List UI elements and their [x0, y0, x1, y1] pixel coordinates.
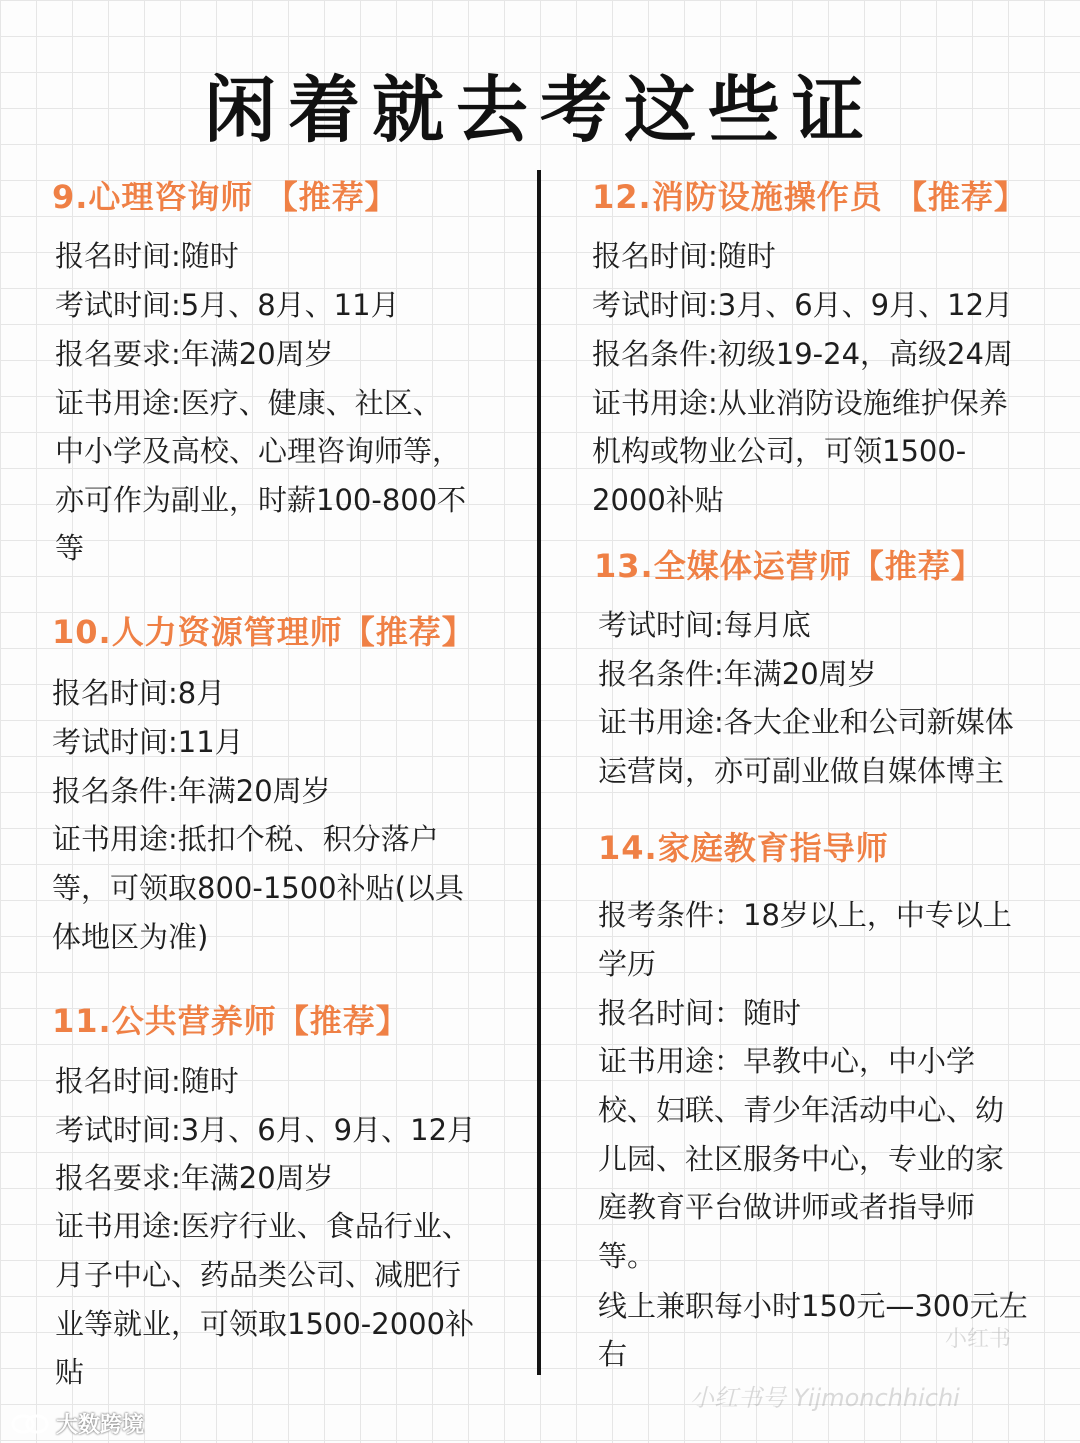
section-line: 庭教育平台做讲师或者指导师 [598, 1190, 976, 1224]
section-line: 线上兼职每小时150元—300元左 [598, 1289, 1028, 1323]
section-heading-media-operator: 13.全媒体运营师【推荐】 [594, 547, 984, 585]
section-line: 报名时间:随时 [592, 239, 776, 273]
section-line: 报名要求:年满20周岁 [55, 337, 334, 371]
section-line: 报名时间:随时 [55, 1064, 239, 1098]
section-heading-nutritionist: 11.公共营养师【推荐】 [52, 1002, 409, 1040]
section-line: 亦可作为副业，时薪100-800不 [55, 483, 467, 517]
section-line: 运营岗，亦可副业做自媒体博主 [598, 754, 1005, 788]
section-line: 考试时间:3月、6月、9月、12月 [592, 288, 1014, 322]
section-line: 报名条件:年满20周岁 [598, 657, 877, 691]
section-line: 贴 [55, 1355, 85, 1389]
section-line: 报名时间:随时 [55, 239, 239, 273]
section-line: 报名时间:8月 [52, 676, 226, 710]
section-line: 体地区为准) [52, 920, 209, 954]
section-line: 证书用途：早教中心，中小学 [598, 1044, 976, 1078]
column-divider [537, 170, 541, 1375]
section-line: 儿园、社区服务中心，专业的家 [598, 1142, 1005, 1176]
section-line: 报名要求:年满20周岁 [55, 1161, 334, 1195]
section-line: 证书用途:抵扣个税、积分落户 [52, 822, 439, 856]
section-line: 证书用途:从业消防设施维护保养 [592, 386, 1008, 420]
section-line: 报名时间：随时 [598, 996, 802, 1030]
section-heading-hr-manager: 10.人力资源管理师【推荐】 [52, 613, 475, 651]
watermark-text: 大数跨境 [56, 1413, 145, 1438]
section-line: 考试时间:5月、8月、11月 [55, 288, 400, 322]
section-line: 中小学及高校、心理咨询师等， [55, 434, 462, 468]
watermark-bottom-left [10, 1408, 144, 1439]
section-line: 月子中心、药品类公司、减肥行 [55, 1258, 462, 1292]
section-line: 报名条件:年满20周岁 [52, 774, 331, 808]
section-line: 等。 [598, 1239, 657, 1273]
page-title: 闲着就去考这些证 [203, 68, 876, 152]
section-line: 报名条件:初级19-24，高级24周 [592, 337, 1013, 371]
section-line: 业等就业，可领取1500-2000补 [55, 1307, 475, 1341]
section-line: 证书用途:各大企业和公司新媒体 [598, 705, 1014, 739]
section-line: 学历 [598, 947, 657, 981]
section-line: 证书用途:医疗、健康、社区、 [55, 386, 442, 420]
section-line: 考试时间:每月底 [598, 608, 811, 642]
section-line: 报考条件：18岁以上，中专以上 [598, 898, 1012, 932]
section-line: 等 [55, 531, 85, 565]
brand-logo-icon [10, 1411, 50, 1437]
section-line: 2000补贴 [592, 483, 724, 517]
section-line: 证书用途:医疗行业、食品行业、 [55, 1209, 471, 1243]
watermark-bottom-right: 小红书号 Yijmonchhichi [690, 1384, 960, 1412]
section-line: 考试时间:3月、6月、9月、12月 [55, 1113, 477, 1147]
section-heading-family-education-guide: 14.家庭教育指导师 [598, 829, 889, 867]
section-heading-psych-counselor: 9.心理咨询师 【推荐】 [52, 178, 398, 216]
section-line: 校、妇联、青少年活动中心、幼 [598, 1093, 1005, 1127]
section-line: 考试时间:11月 [52, 725, 244, 759]
section-heading-fire-facility-operator: 12.消防设施操作员 【推荐】 [592, 178, 1027, 216]
section-line: 右 [598, 1337, 628, 1371]
section-line: 等，可领取800-1500补贴(以具 [52, 871, 464, 905]
watermark-logo: 小红书 [945, 1327, 1012, 1352]
section-line: 机构或物业公司，可领1500- [592, 434, 967, 468]
